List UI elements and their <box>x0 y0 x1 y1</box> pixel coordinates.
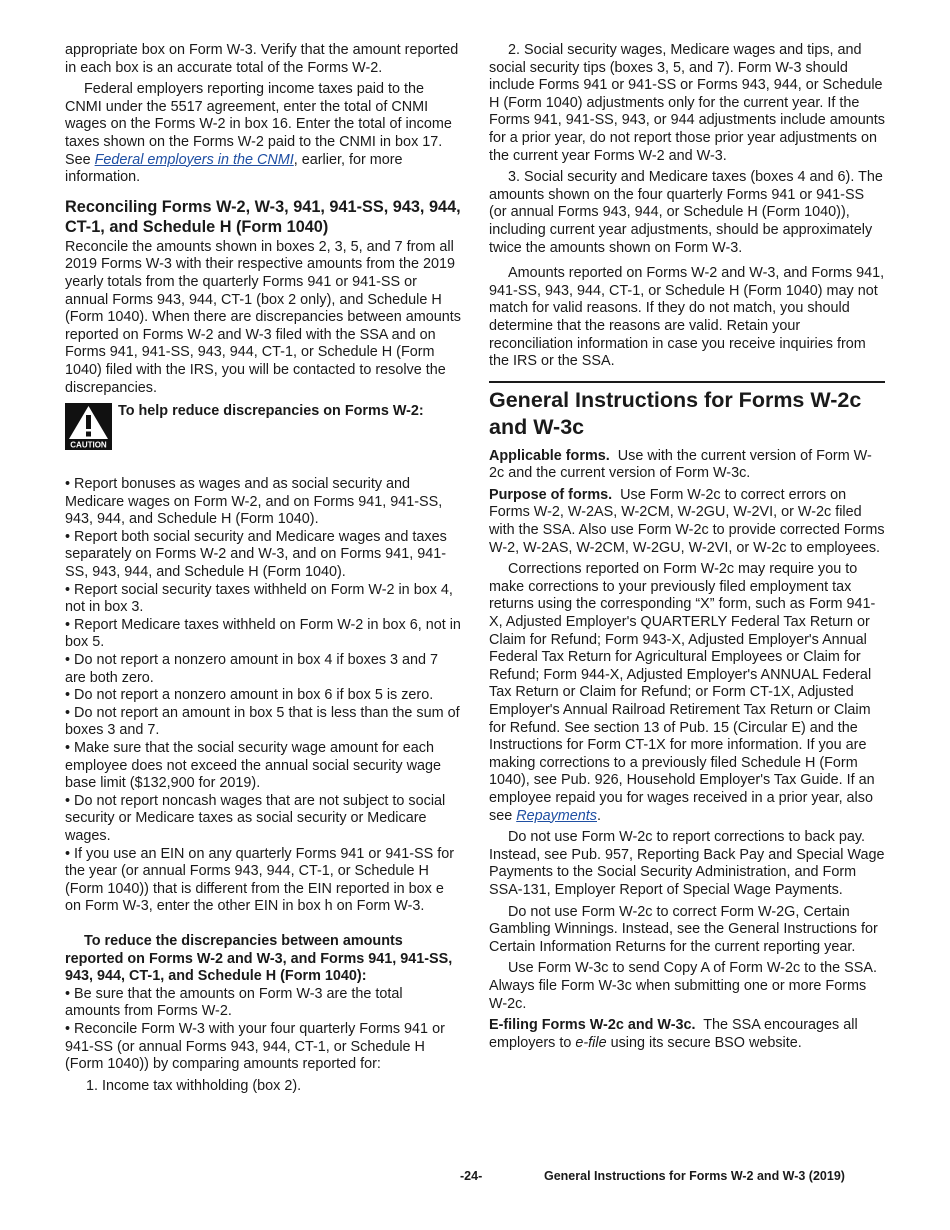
section-heading-reconciling: Reconciling Forms W-2, W-3, 941, 941-SS, 943, 944, CT-1, and Schedule H (Form 1040) <box>65 197 461 236</box>
numbered-item-1: 1. Income tax withholding (box 2). <box>86 1077 302 1094</box>
numbered-item-2: 2. Social security wages, Medicare wages and tips, and social security tips (boxes 3, 5, and 7). Form W-3 should include Forms 941 or 941-SS or Forms 943, 944, or Schedule H (Form 1040) adjustments only for the current year. If the Forms 941, 941-SS, 943, or 944 adjustments include amounts for a prior year, do not report those prior year adjustments on the current year Forms W-2 and W-3. <box>489 42 885 164</box>
paragraph-amounts: Amounts reported on Forms W-2 and W-3, and Forms 941, 941-SS, 943, 944, CT-1, or Schedule H (Form 1040) may not match for valid reasons. If they do not match, you should determine that the reasons are valid. Retain your reconciliation information in case you receive inquiries from the IRS or the SSA. <box>489 265 885 370</box>
list-item: • Do not report a nonzero amount in box 4 if boxes 3 and 7 are both zero. <box>65 652 439 686</box>
list-item: • Do not report an amount in box 5 that is less than the sum of boxes 3 and 7. <box>65 704 460 739</box>
section-divider <box>489 381 885 383</box>
paragraph-backpay: Do not use Form W-2c to report corrections to back pay. Instead, see Pub. 957, Reporting Back Pay and Special Wage Payments to the Social Security Administration, and Form SSA-131, Employer Report of Special Wage Payments. <box>489 829 885 898</box>
paragraph-cnmi: Federal employers reporting income taxes paid to the CNMI under the 5517 agreement, enter the total of CNMI wages on the Forms W-2 in box 16. Enter the total of income taxes shown on the Forms W-2 paid to the CNMI in box 17. See Federal employers in the CNMI, earlier, for more information. <box>65 81 452 186</box>
list-item: • Report bonuses as wages and as social security and Medicare wages on Form W-2, and on Forms 941, 941-SS, 943, 944, and Schedule H (Form 1040). <box>65 476 443 528</box>
paragraph-reconcile: Reconcile the amounts shown in boxes 2, 3, 5, and 7 from all 2019 Forms W-3 with their respective amounts from the 2019 yearly totals from the quarterly Forms 941 or 941-SS or annual Forms 943, 944, CT-1 (box 2 only), and Schedule H (Form 1040). When there are discrepancies between amounts reported on Forms W-2 and W-3 filed with the SSA and on Forms 941, 941-SS, 943, 944, CT-1, or Schedule H (Form 1040) filed with the IRS, you will be contacted to resolve the discrepancies. <box>65 238 461 396</box>
list-item: • Report both social security and Medicare wages and taxes separately on Forms W-2 and W-3, and on Forms 941, 941-SS, 943, 944, and Schedule H (Form 1040). <box>65 528 447 581</box>
footer-title: General Instructions for Forms W-2 and W-3 (2019) <box>544 1169 845 1183</box>
link-repayments[interactable]: Repayments <box>516 807 597 824</box>
paragraph: appropriate box on Form W-3. Verify that the amount reported in each box is an accurate total of the Forms W-2. <box>65 42 459 76</box>
list-item: • Make sure that the social security wage amount for each employee does not exceed the annual social security wage base limit ($132,900 for 2019). <box>65 740 441 792</box>
caution-text: To help reduce discrepancies on Forms W-2: <box>118 403 424 420</box>
caution-icon <box>65 403 112 450</box>
right-column <box>489 42 885 1056</box>
list-item: • Report Medicare taxes withheld on Form W-2 in box 6, not in box 5. <box>65 616 461 651</box>
section-heading-w2c: General Instructions for Forms W-2c and W-3c <box>489 387 862 439</box>
paragraph-w2g: Do not use Form W-2c to correct Form W-2G, Certain Gambling Winnings. Instead, see the General Instructions for Certain Information Returns for the current reporting year. <box>489 903 878 955</box>
bullet-list <box>65 476 461 916</box>
paragraph-w3c: Use Form W-3c to send Copy A of Form W-2c to the SSA. Always file Form W-3c when submitting one or more Forms W-2c. <box>489 960 877 1012</box>
list-item: • Be sure that the amounts on Form W-3 are the total amounts from Forms W-2. <box>65 985 403 1020</box>
left-column <box>65 42 461 1099</box>
page-number: -24- <box>460 1169 483 1183</box>
caution-label: CAUTION <box>70 440 107 450</box>
bullet-list-2 <box>65 986 461 1074</box>
list-item: • Do not report noncash wages that are not subject to social security or Medicare taxes as social security or Medicare wages. <box>65 792 446 844</box>
numbered-item-3: 3. Social security and Medicare taxes (boxes 4 and 6). The amounts shown on the four quarterly Forms 941 or 941-SS (or annual Forms 943, 944, or Schedule H (Form 1040)), including current year adjustments, should be approximately twice the amounts shown on Form W-3. <box>489 169 883 256</box>
caution-block <box>65 403 461 450</box>
reduce-heading: To reduce the discrepancies between amounts reported on Forms W-2 and W-3, and Forms 941, 941-SS, 943, 944, CT-1, and Schedule H (Form 1040): <box>65 932 453 985</box>
link-federal-employers-cnmi[interactable]: Federal employers in the CNMI <box>94 151 294 168</box>
list-item: • Reconcile Form W-3 with your four quarterly Forms 941 or 941-SS (or annual Forms 943, 944, CT-1, or Schedule H (Form 1040)) by comparing amounts reported for: <box>65 1020 445 1073</box>
paragraph-applicable: Applicable forms. Use with the current version of Form W-2c and the current version of Form W-3c. <box>489 447 872 482</box>
list-item: • If you use an EIN on any quarterly Forms 941 or 941-SS for the year (or annual Forms 943, 944, CT-1, or Schedule H (Form 1040)) that is different from the EIN reported in box e on Form W-3, enter the other EIN in box h on Form W-3. <box>65 845 454 915</box>
paragraph-purpose: Purpose of forms. Use Form W-2c to correct errors on Forms W-2, W-2AS, W-2CM, W-2GU, W-2VI, or W-2c filed with the SSA. Also use Form W-2c to provide corrected Forms W-2, W-2AS, W-2CM, W-2GU, W-2VI, or W-2c to employees. <box>489 486 885 556</box>
list-item: • Do not report a nonzero amount in box 6 if box 5 is zero. <box>65 687 434 704</box>
paragraph-efiling: E-filing Forms W-2c and W-3c. The SSA encourages all employers to e-file using its secure BSO website. <box>489 1017 858 1051</box>
list-item: • Report social security taxes withheld on Form W-2 in box 4, not in box 3. <box>65 581 453 616</box>
paragraph-corrections: Corrections reported on Form W-2c may require you to make corrections to your previously filed employment tax returns using the corresponding “X” form, such as Form 941-X, Adjusted Employer's QUARTERLY Federal Tax Return or Claim for Refund; Form 943-X, Adjusted Employer's Annual Federal Tax Return for Agricultural Employees or Claim for Refund; Form 944-X, Adjusted Employer's ANNUAL Federal Tax Return or Claim for Refund; or Form CT-1X, Adjusted Employer's Annual Railroad Retirement Tax Return or Claim for Refund. See section 13 of Pub. 15 (Circular E) and the Instructions for Form CT-1X for more information. If you are making corrections to a previously filed Schedule H (Form 1040), see Pub. 926, Household Employer's Tax Guide. If an employee repaid you for wages received in a prior year, also see Repayments. <box>489 561 876 824</box>
